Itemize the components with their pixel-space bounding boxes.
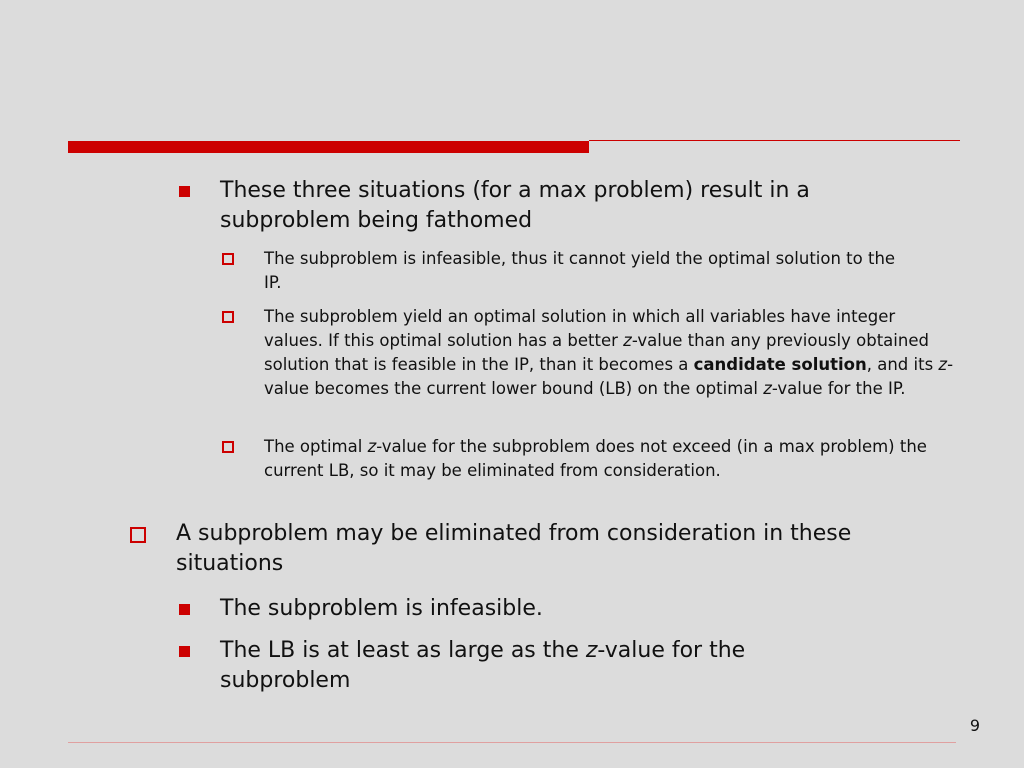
- footer-rule: [68, 742, 956, 743]
- bullet-text: These three situations (for a max problem) result in a subproblem being fathomed: [220, 178, 810, 233]
- bullet-item: [220, 594, 920, 624]
- bullet-text: The subproblem is infeasible.: [220, 596, 543, 621]
- filled-square-bullet-icon: [179, 186, 190, 197]
- bullet-item: [220, 636, 860, 696]
- bullet-item: [220, 176, 920, 236]
- filled-square-bullet-icon: [179, 604, 190, 615]
- hollow-square-bullet-icon: [222, 441, 234, 453]
- sub-bullet-item: [264, 305, 954, 401]
- sub-bullet-item: [264, 247, 914, 295]
- title-rule-thick: [68, 141, 589, 153]
- top-bullet-text: A subproblem may be eliminated from consideration in these situations: [176, 521, 852, 576]
- bullet-text: The LB is at least as large as the z-value for the subproblem: [220, 638, 746, 693]
- sub-bullet-item: [264, 435, 954, 483]
- top-bullet-item: [176, 519, 906, 579]
- hollow-square-bullet-icon: [222, 311, 234, 323]
- page-number: 9: [969, 716, 981, 735]
- sub-bullet-text: The subproblem is infeasible, thus it cannot yield the optimal solution to the IP.: [264, 249, 896, 292]
- sub-bullet-text: The optimal z-value for the subproblem does not exceed (in a max problem) the current LB, so it may be eliminated from consideration.: [264, 437, 927, 480]
- sub-bullet-text: The subproblem yield an optimal solution in which all variables have integer values. If this optimal solution has a better z-value than any previously obtained solution that is feasible in the IP, than it becomes a candidate solution, and its z-value becomes the current lower bound (LB) on the optimal z-value for the IP.: [264, 307, 954, 398]
- title-rule-thin: [589, 140, 960, 141]
- hollow-square-bullet-icon: [130, 527, 146, 543]
- filled-square-bullet-icon: [179, 646, 190, 657]
- hollow-square-bullet-icon: [222, 253, 234, 265]
- candidate-solution-term: candidate solution: [693, 355, 867, 374]
